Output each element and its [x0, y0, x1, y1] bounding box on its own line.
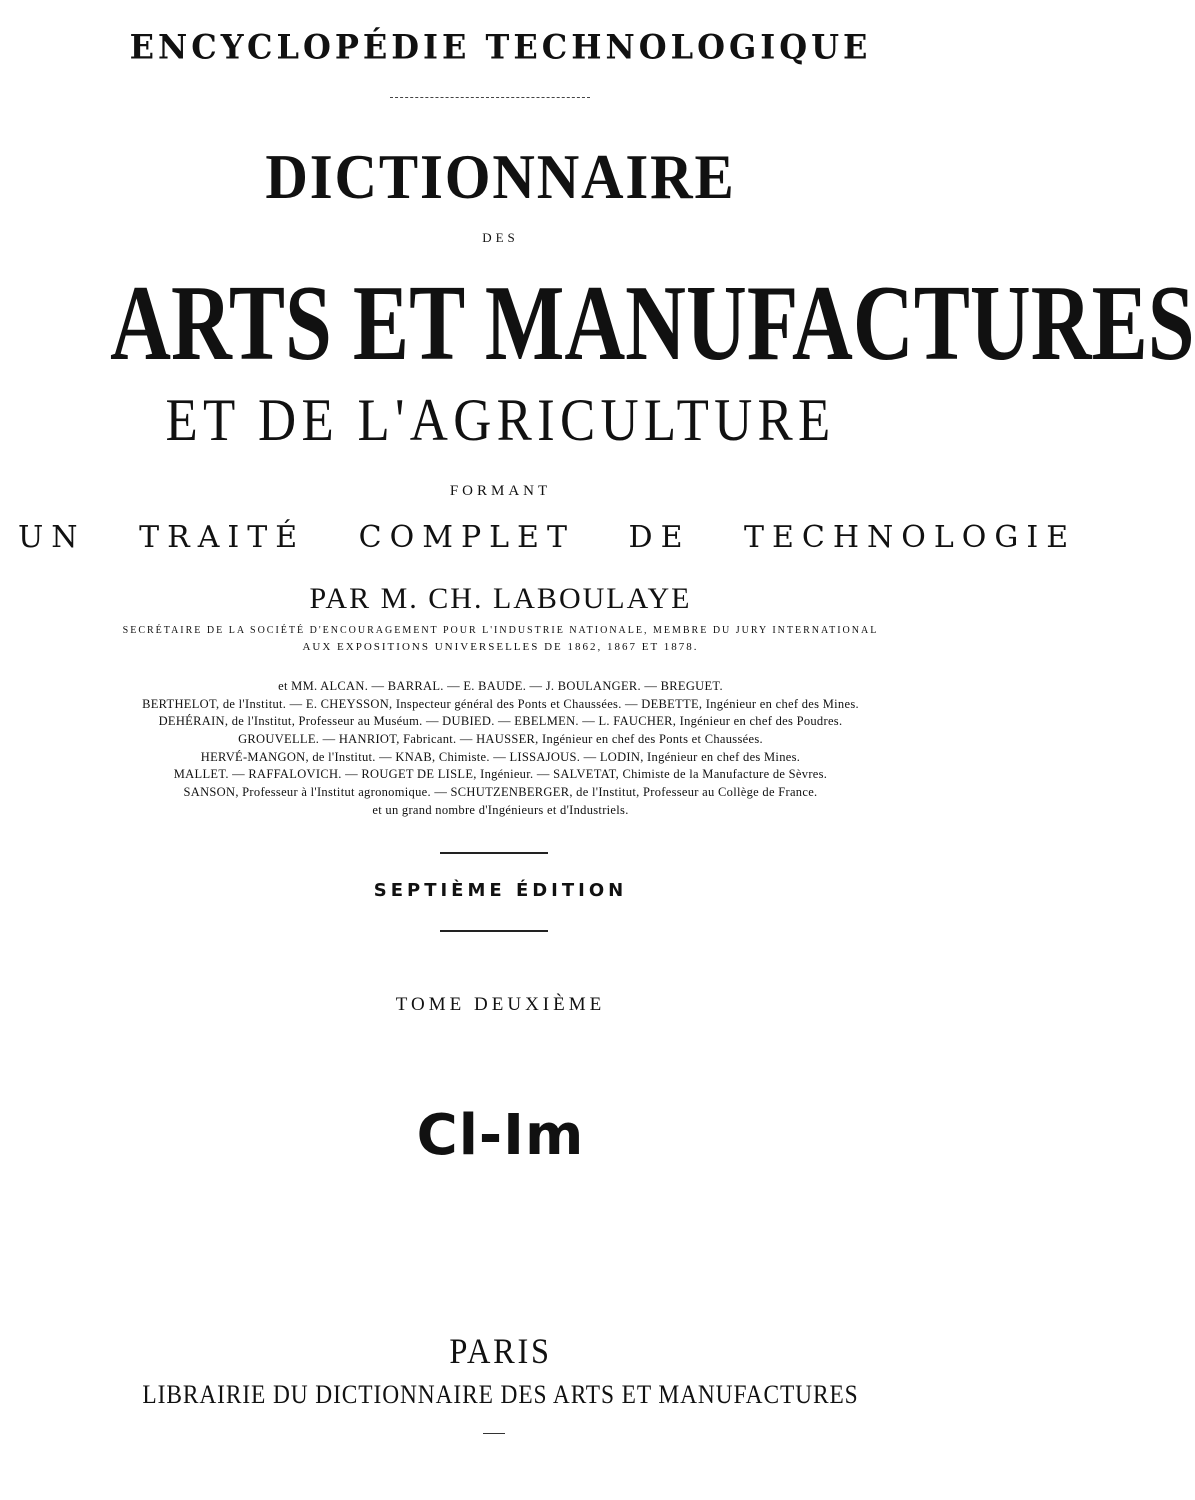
subtitle-word: TECHNOLOGIE [744, 520, 1077, 555]
subtitle-traite [0, 520, 1077, 555]
imprint-publisher: LIBRAIRIE DU DICTIONNAIRE DES ARTS ET MANUFACTURES [142, 1380, 859, 1409]
contributors-line: et MM. ALCAN. — BARRAL. — E. BAUDE. — J. BOULANGER. — BREGUET. [278, 679, 723, 693]
contributors-line: et un grand nombre d'Ingénieurs et d'Industriels. [372, 803, 629, 817]
author-name: PAR M. CH. LABOULAYE [309, 582, 692, 615]
edition-label: SEPTIÈME ÉDITION [373, 880, 628, 901]
bottom-dash [483, 1433, 505, 1434]
series-title: ENCYCLOPÉDIE TECHNOLOGIQUE [129, 27, 872, 67]
subtitle-word: UN [18, 520, 86, 555]
imprint-city: PARIS [449, 1331, 552, 1371]
title-arts-et-manufactures: ARTS ET MANUFACTURES [110, 264, 1195, 383]
contributors-line: MALLET. — RAFFALOVICH. — ROUGET DE LISLE, Ingénieur. — SALVETAT, Chimiste de la Manufacture de Sèvres. [173, 767, 828, 781]
subtitle-formant: FORMANT [449, 483, 552, 499]
title-des: DES [482, 230, 519, 245]
title-agriculture: ET DE L'AGRICULTURE [165, 387, 836, 453]
subtitle-word: DE [628, 520, 691, 555]
contributors-line: DEHÉRAIN, de l'Institut, Professeur au Muséum. — DUBIED. — EBELMEN. — L. FAUCHER, Ingénieur en chef des Poudres. [158, 714, 843, 728]
subtitle-word: TRAITÉ [139, 520, 306, 555]
series-divider [390, 97, 590, 98]
author-role-line-1: SECRÉTAIRE DE LA SOCIÉTÉ D'ENCOURAGEMENT POUR L'INDUSTRIE NATIONALE, MEMBRE DU JURY INTERNATIONAL [122, 625, 879, 636]
contributors-line: SANSON, Professeur à l'Institut agronomique. — SCHUTZENBERGER, de l'Institut, Professeur au Collège de France. [183, 785, 818, 799]
title-dictionnaire: DICTIONNAIRE [265, 141, 736, 212]
contributors-line: HERVÉ-MANGON, de l'Institut. — KNAB, Chimiste. — LISSAJOUS. — LODIN, Ingénieur en chef des Mines. [200, 750, 801, 764]
contributors-line: GROUVELLE. — HANRIOT, Fabricant. — HAUSSER, Ingénieur en chef des Ponts et Chaussées. [238, 732, 763, 746]
edition-rule-top [440, 852, 548, 854]
edition-rule-bottom [440, 930, 548, 932]
tome-label: TOME DEUXIÈME [395, 994, 606, 1015]
author-role-line-2: AUX EXPOSITIONS UNIVERSELLES DE 1862, 1867 ET 1878. [302, 641, 699, 653]
volume-range: Cl-Im [416, 1103, 585, 1168]
contributors-line: BERTHELOT, de l'Institut. — E. CHEYSSON, Inspecteur général des Ponts et Chaussées. — DEBETTE, Ingénieur en chef des Mines. [142, 697, 859, 711]
subtitle-word: COMPLET [358, 520, 575, 555]
